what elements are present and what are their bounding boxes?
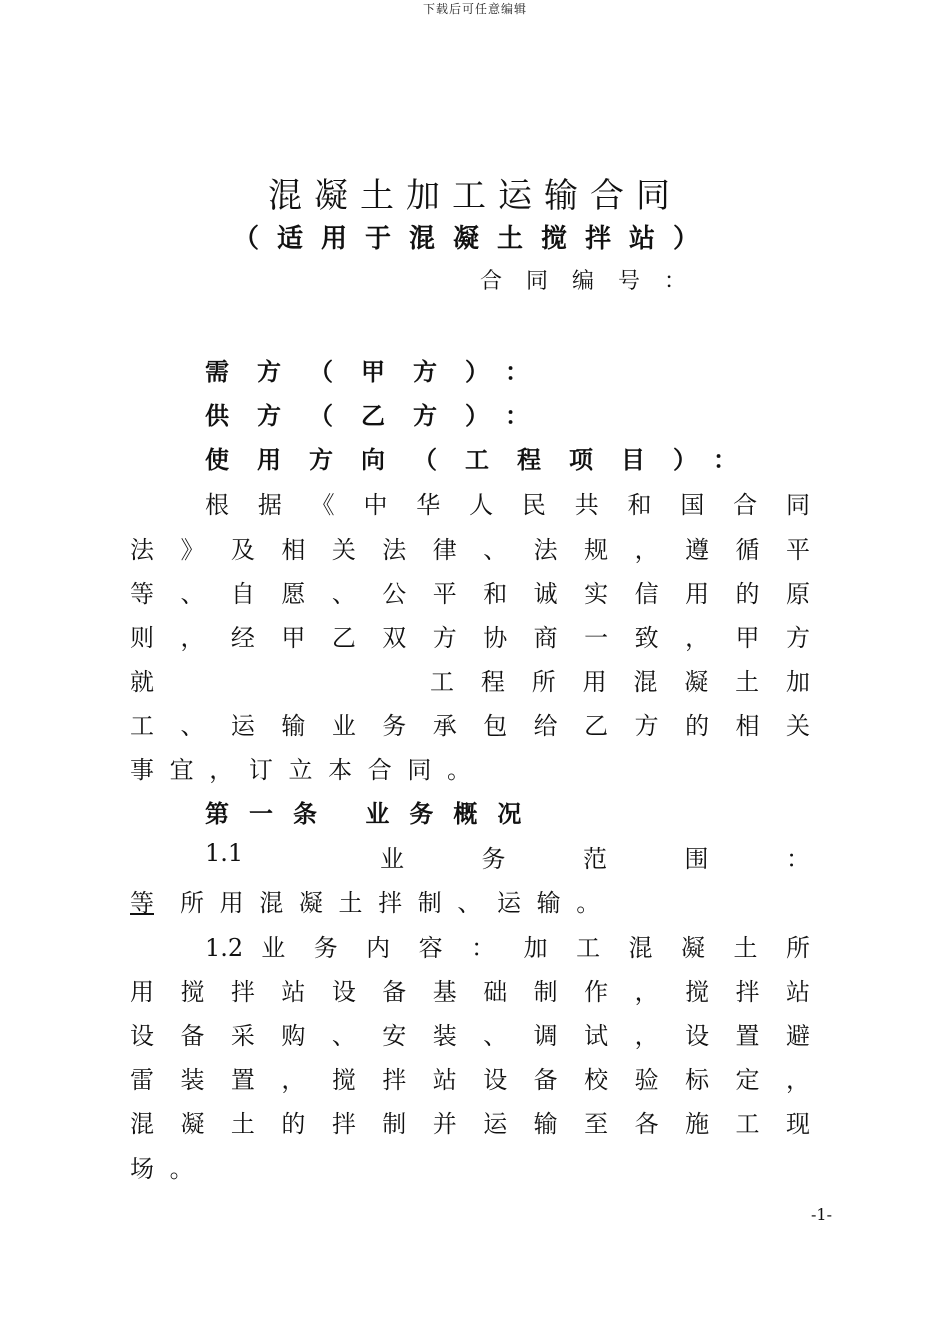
item-1-2-line-6: 场 。 [130, 1155, 198, 1183]
item-1-2-line-1: 1.2 业 务 内 容 ： 加 工 混 凝 土 所 [205, 934, 810, 962]
page-number: -1- [811, 1205, 832, 1224]
preamble-line-5-lead: 就 [130, 668, 154, 696]
page-title: 混凝土加工运输合同 [268, 176, 682, 216]
preamble-line-4: 则 ， 经 甲 乙 双 方 协 商 一 致 ， 甲 方 [130, 624, 810, 652]
preamble-line-6: 工 、 运 输 业 务 承 包 给 乙 方 的 相 关 [130, 712, 810, 740]
preamble-line-1: 根 据 《 中 华 人 民 共 和 国 合 同 [205, 491, 810, 519]
item-1-1-continuation: 所 用 混 凝 土 拌 制 、 运 输 。 [180, 889, 605, 917]
party-demand: 需方（甲方）： [205, 357, 557, 386]
preamble-line-5: 工 程 所 用 混 凝 土 加 [430, 668, 810, 696]
section-1-heading: 第一条 业务概况 [205, 799, 542, 828]
item-1-1-label: 1.1 [205, 839, 244, 867]
item-1-2-line-3: 设 备 采 购 、 安 装 、 调 试 ， 设 置 避 [130, 1022, 810, 1050]
party-project: 使用方向（工程项目）： [205, 445, 765, 474]
party-supply: 供方（乙方）： [205, 401, 557, 430]
item-1-2-line-5: 混 凝 土 的 拌 制 并 运 输 至 各 施 工 现 [130, 1110, 810, 1138]
page-subtitle: （适用于混凝土搅拌站） [232, 224, 717, 254]
preamble-line-2: 法 》 及 相 关 法 律 、 法 规 ， 遵 循 平 [130, 536, 810, 564]
item-1-2-line-4: 雷 装 置 ， 搅 拌 站 设 备 校 验 标 定 ， [130, 1066, 810, 1094]
preamble-line-7: 事 宜 ， 订 立 本 合 同 。 [130, 756, 476, 784]
item-1-1-underlined [130, 883, 180, 918]
contract-number-label: 合同编号： [480, 269, 711, 294]
item-1-2-line-2: 用 搅 拌 站 设 备 基 础 制 作 ， 搅 拌 站 [130, 978, 810, 1006]
item-1-1-text: 业 务 范 围 ： [380, 845, 810, 873]
preamble-line-3: 等 、 自 愿 、 公 平 和 诚 实 信 用 的 原 [130, 580, 810, 608]
underlined-word: 等 [130, 889, 154, 917]
header-note: 下载后可任意编辑 [422, 2, 527, 16]
